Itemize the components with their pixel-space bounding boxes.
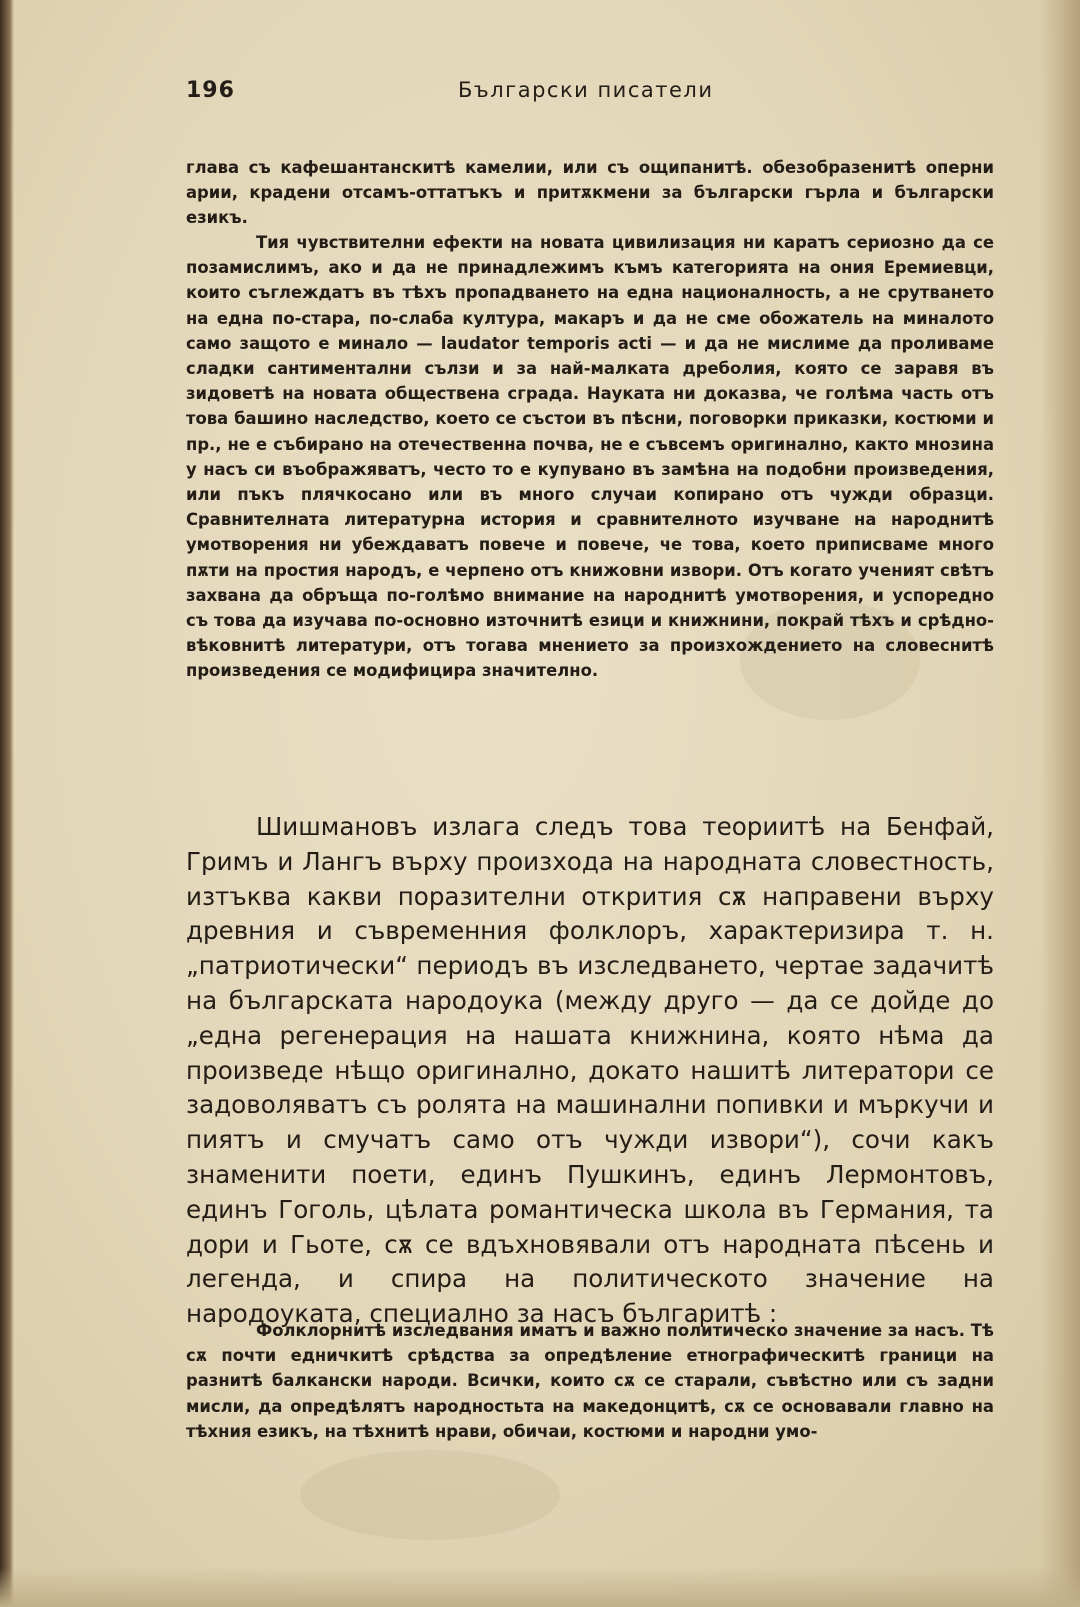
running-title: Български писатели <box>458 78 714 102</box>
page-edge-bottom <box>0 1567 1080 1607</box>
quote-closing-block <box>186 1318 994 1444</box>
page-binding-shadow <box>0 0 14 1607</box>
body-text-block <box>186 810 994 1332</box>
quote-main-paragraph: Тия чувствителни ефекти на новата цивилизация ни каратъ сериозно да се позамислимъ, ако и да не принадлежимъ къмъ категорията на ония Еремиевци, които съглеждатъ въ тѣхъ пропадването на една националность, а не срутването на една по-стара, по-слаба култура, макаръ и да не сме обожатель на миналото само защото е минало — laudator temporis acti — и да не мислиме да проливаме сладки сантиментални сълзи и за най-малката дреболия, която се заравя въ зидоветѣ на новата обществена сграда. Науката ни доказва, че голѣма часть отъ това башино наследство, което се състои въ пѣсни, поговорки приказки, костюми и пр., не е събирано на отечественна почва, не е съвсемъ оригинално, както мнозина у насъ си въображяватъ, често то е купувано въ замѣна на подобни произведения, или пъкъ плячкосано или въ много случаи копирано отъ чужди образци. Сравнителната литературна история и сравнителното изучване на народнитѣ умотворения ни убеждаватъ повече и повече, че това, което приписваме много пѫти на простия народъ, е черпено отъ книжовни извори. Отъ когато ученият свѣтъ захвана да обръща по-голѣмо внимание на народнитѣ умотворения, и успоредно съ това да изучава по-основно източнитѣ езици и книжнини, покрай тѣхъ и срѣдно-вѣковнитѣ литератури, отъ тогава мнението за произхождението на словеснитѣ произведения се модифицира значително. <box>186 233 994 681</box>
body-paragraph: Шишмановъ излага следъ това теориитѣ на Бенфай, Гримъ и Лангъ върху произхода на народната словестность, изтъква какви поразителни открития сѫ направени върху древния и съвременния фолклоръ, характеризира т. н. „патриотически“ периодъ въ изследването, чертае задачитѣ на българската народоука (между друго — да се дойде до „една регенерация на нашата книжнина, която нѣма да произведе нѣщо оригинално, докато нашитѣ литератори се задоволяватъ съ ролята на машинални попивки и мъркучи и пиятъ и смучатъ само отъ чужди извори“), сочи какъ знаменити поети, единъ Пушкинъ, единъ Лермонтовъ, единъ Гоголь, цѣлата романтическа школа въ Германия, та дори и Гьоте, сѫ се вдъхновявали отъ народната пѣсень и легенда, и спира на политическото значение на народоуката, специално за насъ българитѣ : <box>186 812 994 1329</box>
paper-stain <box>300 1450 560 1540</box>
quote-main-block <box>186 230 994 684</box>
quote-opening-block <box>186 155 994 231</box>
page-number: 196 <box>186 78 235 103</box>
quote-closing-paragraph: Фолклорнитѣ изследвания иматъ и важно политическо значение за насъ. Тѣ сѫ почти едничкитѣ срѣдства за опредѣление етнографическитѣ граници на разнитѣ балкански народи. Всички, които сѫ се старали, съвѣстно или съ задни мисли, да опредѣлятъ народностьта на македонцитѣ, сѫ се основавали главно на тѣхния езикъ, на тѣхнитѣ нрави, обичаи, костюми и народни умо- <box>186 1321 994 1441</box>
quote-opening-paragraph: глава съ кафешантанскитѣ камелии, или съ ощипанитѣ. обезобразенитѣ оперни арии, крадени отсамъ-оттатъкъ и притѫкмени за български гърла и български езикъ. <box>186 158 994 228</box>
page-edge-right <box>1040 0 1080 1607</box>
page-header <box>186 78 986 112</box>
